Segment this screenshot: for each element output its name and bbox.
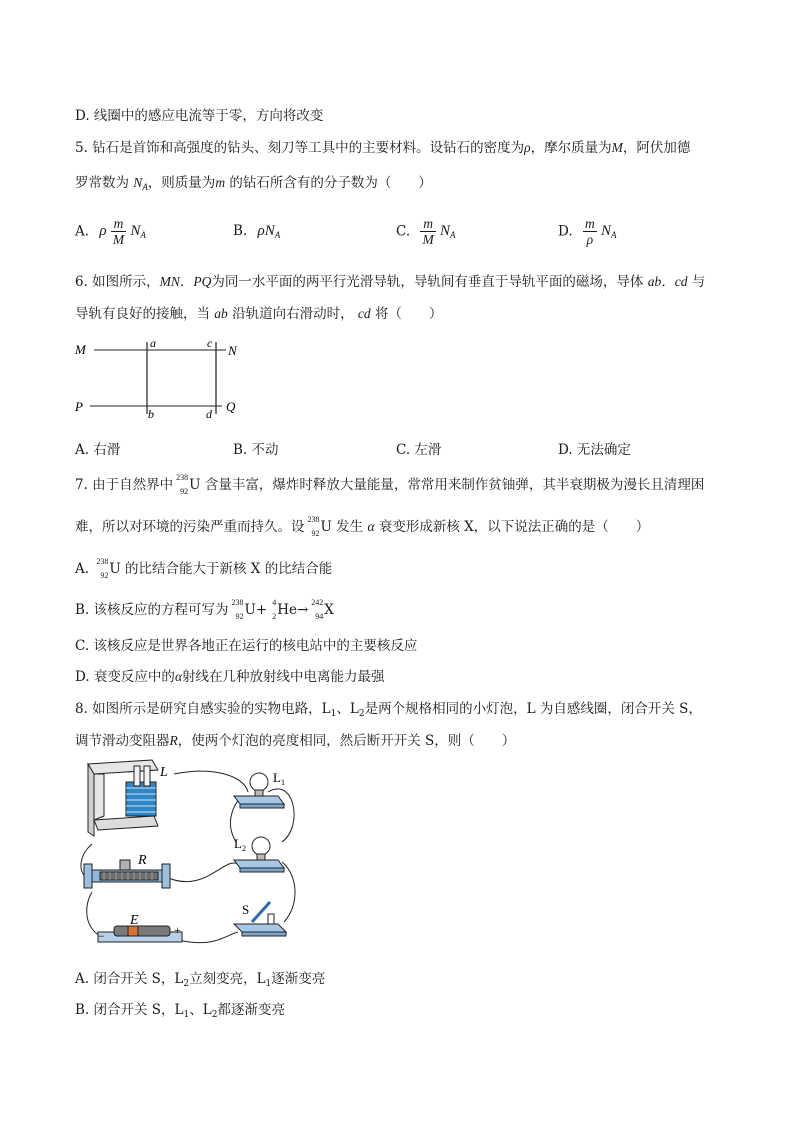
q5-stem-line1: 5. 钻石是首饰和高强度的钻头、刻刀等工具中的主要材料。设钻石的密度为ρ，摩尔质量为M，阿伏加德	[75, 140, 691, 156]
circuit-figure	[74, 756, 304, 956]
q7-option-b: B. 该核反应的方程可写为 238 92 U+ 4 2 He→ 242 94 X	[75, 598, 334, 621]
q6-option-d: D. 无法确定	[558, 442, 631, 458]
q8-stem-line2: 调节滑动变阻器R，使两个灯泡的亮度相同，然后断开开关 S，则（ ）	[75, 733, 516, 749]
q5-option-a: A. ρ $\frac{m}{M}$ $N_A$	[75, 216, 146, 247]
battery-minus: −	[98, 929, 105, 943]
q5-option-d: D. $\frac{m}{\rho}$ $N_A$	[558, 216, 617, 247]
label-n: N	[228, 343, 237, 358]
label-p: P	[75, 399, 83, 414]
q6-option-c: C. 左滑	[396, 442, 442, 458]
label-d: d	[206, 407, 212, 421]
q7-option-c: C. 该核反应是世界各地正在运行的核电站中的主要核反应	[75, 638, 418, 654]
rheostat	[84, 860, 170, 888]
q7-stem-line1: 7. 由于自然界中 238 92 U 含量丰富，爆炸时释放大量能量，常常用来制作贫铀弹，其半衰期极为漫长且清理困	[75, 473, 705, 496]
battery-plus: +	[174, 923, 181, 937]
battery	[98, 926, 182, 942]
q7-option-d: D. 衰变反应中的α射线在几种放射线中电离能力最强	[75, 669, 385, 685]
rheostat-label: R	[138, 853, 147, 868]
label-c: c	[207, 336, 213, 350]
label-b: b	[148, 407, 154, 421]
inductor-label: L	[160, 765, 168, 780]
inductor-coil	[88, 760, 158, 836]
u238-nuclide: 238 92	[176, 473, 189, 496]
switch-label: S	[242, 902, 250, 917]
q4-option-d: D. 线圈中的感应电流等于零，方向将改变	[75, 108, 324, 124]
battery-label: E	[130, 913, 139, 928]
q6-option-a: A. 右滑	[75, 442, 121, 458]
lamp-l1-label: $L_1$	[273, 770, 285, 787]
label-a: a	[150, 336, 156, 350]
lamp-l2-label: $L_2$	[234, 836, 246, 853]
q8-option-b: B. 闭合开关 S，$L_1$、$L_2$都逐渐变亮	[75, 1002, 285, 1020]
q8-stem-line1: 8. 如图所示是研究自感实验的实物电路，$L_1$、$L_2$是两个规格相同的小灯泡，L 为自感线圈，闭合开关 S，	[75, 701, 702, 719]
q5-option-c: C. $\frac{m}{M}$ $N_A$	[396, 216, 456, 247]
label-q: Q	[226, 399, 236, 414]
label-m: M	[75, 342, 86, 357]
q5-stem-line2: 罗常数为 $N_A$，则质量为m 的钻石所含有的分子数为（ ）	[75, 175, 432, 192]
q5-option-b: B. $\rho N_A$	[233, 223, 281, 240]
q6-option-b: B. 不动	[233, 442, 279, 458]
rails-diagram	[70, 334, 250, 424]
q8-option-a: A. 闭合开关 S，$L_2$立刻变亮，$L_1$逐渐变亮	[75, 971, 326, 989]
q6-stem-line1: 6. 如图所示，MN．PQ为同一水平面的两平行光滑导轨，导轨间有垂直于导轨平面的磁场，导体 ab．cd 与	[75, 274, 706, 290]
q7-stem-line2: 难，所以对环境的污染严重而持久。设 238 92 U 发生 α 衰变形成新核 X，以下说法正确的是（ ）	[75, 515, 650, 538]
q7-option-a: A. 238 92 U 的比结合能大于新核 X 的比结合能	[75, 557, 333, 580]
q6-stem-line2: 导轨有良好的接触，当 ab 沿轨道向右滑动时， cd 将（ ）	[75, 306, 443, 322]
